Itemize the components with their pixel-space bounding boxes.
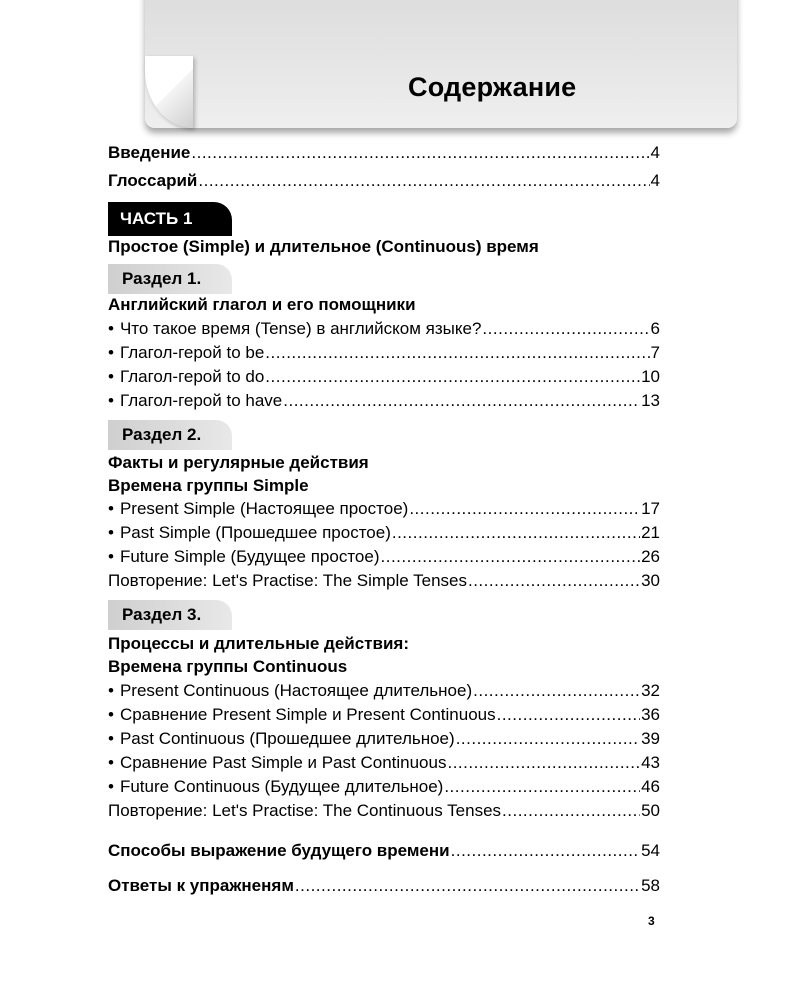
toc-entry-label: Present Continuous (Настоящее длительное) xyxy=(119,681,473,700)
toc-entry-page: 39 xyxy=(641,729,660,748)
toc-entry-label: Повторение: Let's Practise: The Simple Tenses xyxy=(108,571,467,590)
leader-dots xyxy=(482,318,649,340)
bullet: • xyxy=(108,753,114,772)
toc-entry-page: 54 xyxy=(641,841,660,860)
part-1-tab: ЧАСТЬ 1 xyxy=(108,202,232,236)
leader-dots xyxy=(191,142,649,164)
leader-dots xyxy=(444,776,640,798)
section-2-tab: Раздел 2. xyxy=(108,420,232,450)
toc-entry-page: 7 xyxy=(650,343,660,362)
header-panel xyxy=(145,0,737,128)
leader-dots xyxy=(409,498,640,520)
toc-entry-continuous-review[interactable] xyxy=(108,800,660,822)
toc-entry-page: 50 xyxy=(641,801,660,820)
bullet: • xyxy=(108,367,114,386)
bullet: • xyxy=(108,705,114,724)
toc-entry-to-be[interactable] xyxy=(108,342,660,364)
bullet: • xyxy=(108,729,114,748)
toc-entry-intro[interactable] xyxy=(108,142,660,164)
toc-entry-label: Future Simple (Будущее простое) xyxy=(119,547,380,566)
toc-entry-to-do[interactable] xyxy=(108,366,660,388)
toc-entry-page: 46 xyxy=(641,777,660,796)
section-1-tab: Раздел 1. xyxy=(108,264,232,294)
page-title: Содержание xyxy=(408,72,577,102)
toc-entry-compare-past[interactable] xyxy=(108,752,660,774)
toc-entry-page: 43 xyxy=(641,753,660,772)
toc-entry-label: Past Continuous (Прошедшее длительное) xyxy=(119,729,455,748)
toc-entry-compare-present[interactable] xyxy=(108,704,660,726)
toc-entry-page: 30 xyxy=(641,571,660,590)
toc-entry-label: Сравнение Present Simple и Present Continuous xyxy=(119,705,496,724)
section-2-subheading: Времена группы Simple xyxy=(108,476,309,495)
leader-dots xyxy=(497,704,640,726)
toc-entry-page: 58 xyxy=(641,876,660,895)
leader-dots xyxy=(198,170,649,192)
leader-dots xyxy=(265,342,649,364)
toc-entry-label: Глагол-герой to be xyxy=(119,343,265,362)
toc-entry-label: Ответы к упражненям xyxy=(108,876,294,895)
toc-entry-tense[interactable] xyxy=(108,318,660,340)
toc-entry-future-simple[interactable] xyxy=(108,546,660,568)
bullet: • xyxy=(108,499,114,518)
bullet: • xyxy=(108,523,114,542)
bullet: • xyxy=(108,319,114,338)
toc-entry-page: 6 xyxy=(650,319,660,338)
leader-dots xyxy=(283,390,640,412)
section-3-heading: Процессы и длительные действия: xyxy=(108,634,409,653)
leader-dots xyxy=(447,752,640,774)
toc-entry-label: Глоссарий xyxy=(108,171,198,190)
toc-entry-future-ways[interactable] xyxy=(108,840,660,862)
section-1-heading: Английский глагол и его помощники xyxy=(108,295,416,314)
leader-dots xyxy=(295,875,640,897)
toc-entry-label: Глагол-герой to do xyxy=(119,367,265,386)
section-2-heading: Факты и регулярные действия xyxy=(108,453,369,472)
toc-entry-label: Present Simple (Настоящее простое) xyxy=(119,499,409,518)
toc-entry-label: Повторение: Let's Practise: The Continuous Tenses xyxy=(108,801,502,820)
leader-dots xyxy=(502,800,640,822)
toc-entry-page: 17 xyxy=(641,499,660,518)
toc-entry-page: 4 xyxy=(650,143,660,162)
toc-entry-past-simple[interactable] xyxy=(108,522,660,544)
toc-entry-label: Что такое время (Tense) в английском языке? xyxy=(119,319,482,338)
bullet: • xyxy=(108,391,114,410)
toc-entry-glossary[interactable] xyxy=(108,170,660,192)
bullet: • xyxy=(108,343,114,362)
toc-entry-simple-review[interactable] xyxy=(108,570,660,592)
toc-entry-page: 13 xyxy=(641,391,660,410)
toc-entry-label: Future Continuous (Будущее длительное) xyxy=(119,777,444,796)
leader-dots xyxy=(451,840,640,862)
toc-entry-present-continuous[interactable] xyxy=(108,680,660,702)
toc-entry-label: Past Simple (Прошедшее простое) xyxy=(119,523,391,542)
toc-entry-page: 4 xyxy=(650,171,660,190)
bullet: • xyxy=(108,547,114,566)
toc-entry-to-have[interactable] xyxy=(108,390,660,412)
toc-entry-page: 36 xyxy=(641,705,660,724)
toc-entry-answers[interactable] xyxy=(108,875,660,897)
toc-entry-label: Введение xyxy=(108,143,191,162)
leader-dots xyxy=(392,522,640,544)
part-1-heading: Простое (Simple) и длительное (Continuous) время xyxy=(108,237,539,256)
toc-entry-page: 32 xyxy=(641,681,660,700)
section-3-subheading: Времена группы Continuous xyxy=(108,657,348,676)
leader-dots xyxy=(473,680,640,702)
leader-dots xyxy=(265,366,640,388)
toc-entry-label: Способы выражение будущего времени xyxy=(108,841,450,860)
section-3-tab: Раздел 3. xyxy=(108,600,232,630)
page-number: 3 xyxy=(648,914,655,928)
leader-dots xyxy=(468,570,640,592)
bullet: • xyxy=(108,777,114,796)
leader-dots xyxy=(456,728,640,750)
toc-entry-label: Сравнение Past Simple и Past Continuous xyxy=(119,753,447,772)
toc-entry-page: 10 xyxy=(641,367,660,386)
toc-entry-future-continuous[interactable] xyxy=(108,776,660,798)
toc-entry-present-simple[interactable] xyxy=(108,498,660,520)
toc-entry-page: 26 xyxy=(641,547,660,566)
toc-entry-past-continuous[interactable] xyxy=(108,728,660,750)
toc-entry-page: 21 xyxy=(641,523,660,542)
bullet: • xyxy=(108,681,114,700)
toc-entry-label: Глагол-герой to have xyxy=(119,391,283,410)
leader-dots xyxy=(381,546,641,568)
